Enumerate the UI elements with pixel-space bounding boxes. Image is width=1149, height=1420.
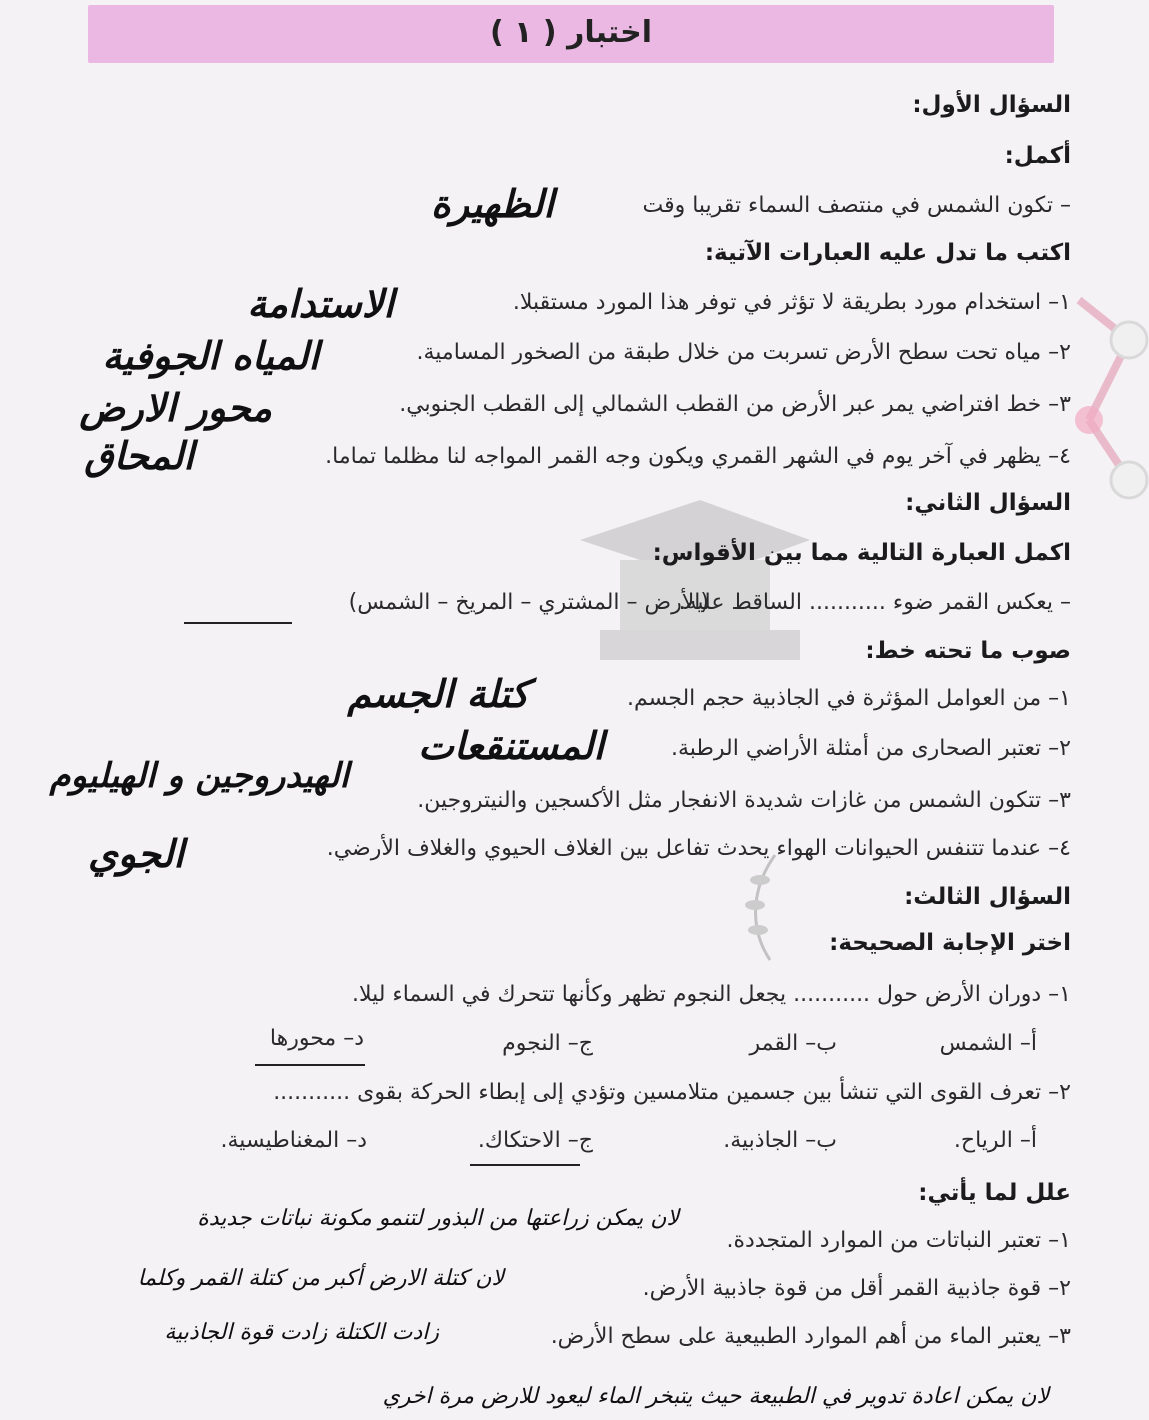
graduation-cap-watermark-icon (560, 480, 820, 680)
q1-answer-4: المحاق (84, 434, 194, 478)
q3-explain-answer-1: لان يمكن زراعتها من البذور لتنمو مكونة نباتات جديدة (197, 1206, 679, 1231)
q3-heading: السؤال الثالث: (904, 884, 1071, 910)
q3-mc-2-stem: ٢– تعرف القوى التي تنشأ بين جسمين متلامسين وتؤدي إلى إبطاء الحركة بقوى ........... (273, 1080, 1071, 1105)
q1-sentence: – تكون الشمس في منتصف السماء تقريبا وقت (642, 193, 1071, 218)
q1-write-label: اكتب ما تدل عليه العبارات الآتية: (704, 240, 1071, 266)
q3-explain-answer-3: زادت الكتلة زادت قوة الجاذبية (164, 1320, 439, 1345)
q3-mc-2-answer-underline (470, 1164, 580, 1166)
q1-answer-2: المياه الجوفية (102, 334, 319, 378)
q1-sentence-answer: الظهيرة (430, 182, 554, 226)
q3-mc-1-option-d: د– محورها (269, 1026, 364, 1051)
q3-mc-1-option-c: ج– النجوم (502, 1031, 593, 1056)
q3-mc-2-option-b: ب– الجاذبية. (723, 1128, 837, 1153)
q3-explain-1: ١– تعتبر النباتات من الموارد المتجددة. (726, 1228, 1071, 1253)
q3-explain-2: ٢– قوة جاذبية القمر أقل من قوة جاذبية الأرض. (642, 1276, 1071, 1301)
q3-choose-label: اختر الإجابة الصحيحة: (829, 930, 1071, 956)
q1-answer-1: الاستدامة (247, 282, 394, 326)
laurel-watermark-icon (730, 850, 810, 970)
q2-answer-1: كتلة الجسم (347, 672, 529, 716)
q3-mc-2-option-d: د– المغناطيسية. (220, 1128, 367, 1153)
q3-explain-answer-2: لان كتلة الارض أكبر من كتلة القمر وكلما (137, 1266, 504, 1291)
molecule-decoration-icon (1069, 270, 1149, 510)
exam-title-band (88, 5, 1054, 63)
q2-correct-label: صوب ما تحته خط: (865, 638, 1071, 664)
q3-explain-label: علل لما يأتي: (918, 1180, 1071, 1206)
q1-complete-label: أكمل: (1004, 143, 1071, 169)
q2-answer-3: الهيدروجين و الهيليوم (49, 756, 349, 796)
q1-answer-3: محور الارض (79, 386, 272, 430)
exam-title: اختبار ( ۱ ) (490, 15, 652, 50)
q1-heading: السؤال الأول: (912, 92, 1071, 118)
q3-mc-2-option-a: أ– الرياح. (953, 1128, 1037, 1153)
q2-heading: السؤال الثاني: (905, 490, 1071, 516)
q3-mc-1-option-b: ب– القمر (749, 1031, 837, 1056)
q2-item-3: ٣– تتكون الشمس من غازات شديدة الانفجار مثل الأكسجين والنيتروجين. (417, 788, 1071, 813)
q1-item-4: ٤– يظهر في آخر يوم في الشهر القمري ويكون وجه القمر المواجه لنا مظلما تماما. (325, 444, 1071, 469)
q2-item-2: ٢– تعتبر الصحارى من أمثلة الأراضي الرطبة. (670, 736, 1071, 761)
q3-final-answer: لان يمكن اعادة تدوير في الطبيعة حيث يتبخر الماء ليعود للارض مرة اخري (382, 1384, 1049, 1409)
q2-item-4: ٤– عندما تتنفس الحيوانات الهواء يحدث تفاعل بين الغلاف الحيوي والغلاف الأرضي. (326, 836, 1071, 861)
q3-mc-1-option-a: أ– الشمس (939, 1031, 1037, 1056)
q1-item-1: ١– استخدام مورد بطريقة لا تؤثر في توفر هذا المورد مستقبلا. (512, 290, 1071, 315)
q3-mc-1-answer-underline (255, 1064, 365, 1066)
q1-item-3: ٣– خط افتراضي يمر عبر الأرض من القطب الشمالي إلى القطب الجنوبي. (399, 392, 1071, 417)
q3-mc-2-option-c: ج– الاحتكاك. (477, 1128, 593, 1153)
q2-choices: (الأرض – المشتري – المريخ – الشمس) (348, 590, 709, 615)
q2-correct-choice-underline (184, 622, 292, 624)
q2-answer-4: الجوي (87, 832, 184, 876)
q2-answer-2: المستنقعات (418, 724, 604, 768)
q1-item-2: ٢– مياه تحت سطح الأرض تسربت من خلال طبقة من الصخور المسامية. (416, 340, 1071, 365)
q3-mc-1-stem: ١– دوران الأرض حول ........... يجعل النجوم تظهر وكأنها تتحرك في السماء ليلا. (351, 982, 1071, 1007)
q3-explain-3: ٣– يعتبر الماء من أهم الموارد الطبيعية على سطح الأرض. (550, 1324, 1071, 1349)
q2-sentence: – يعكس القمر ضوء ........... الساقط عليه. (678, 590, 1071, 615)
q2-item-1: ١– من العوامل المؤثرة في الجاذبية حجم الجسم. (627, 686, 1071, 711)
q2-complete-label: اكمل العبارة التالية مما بين الأقواس: (652, 540, 1071, 566)
